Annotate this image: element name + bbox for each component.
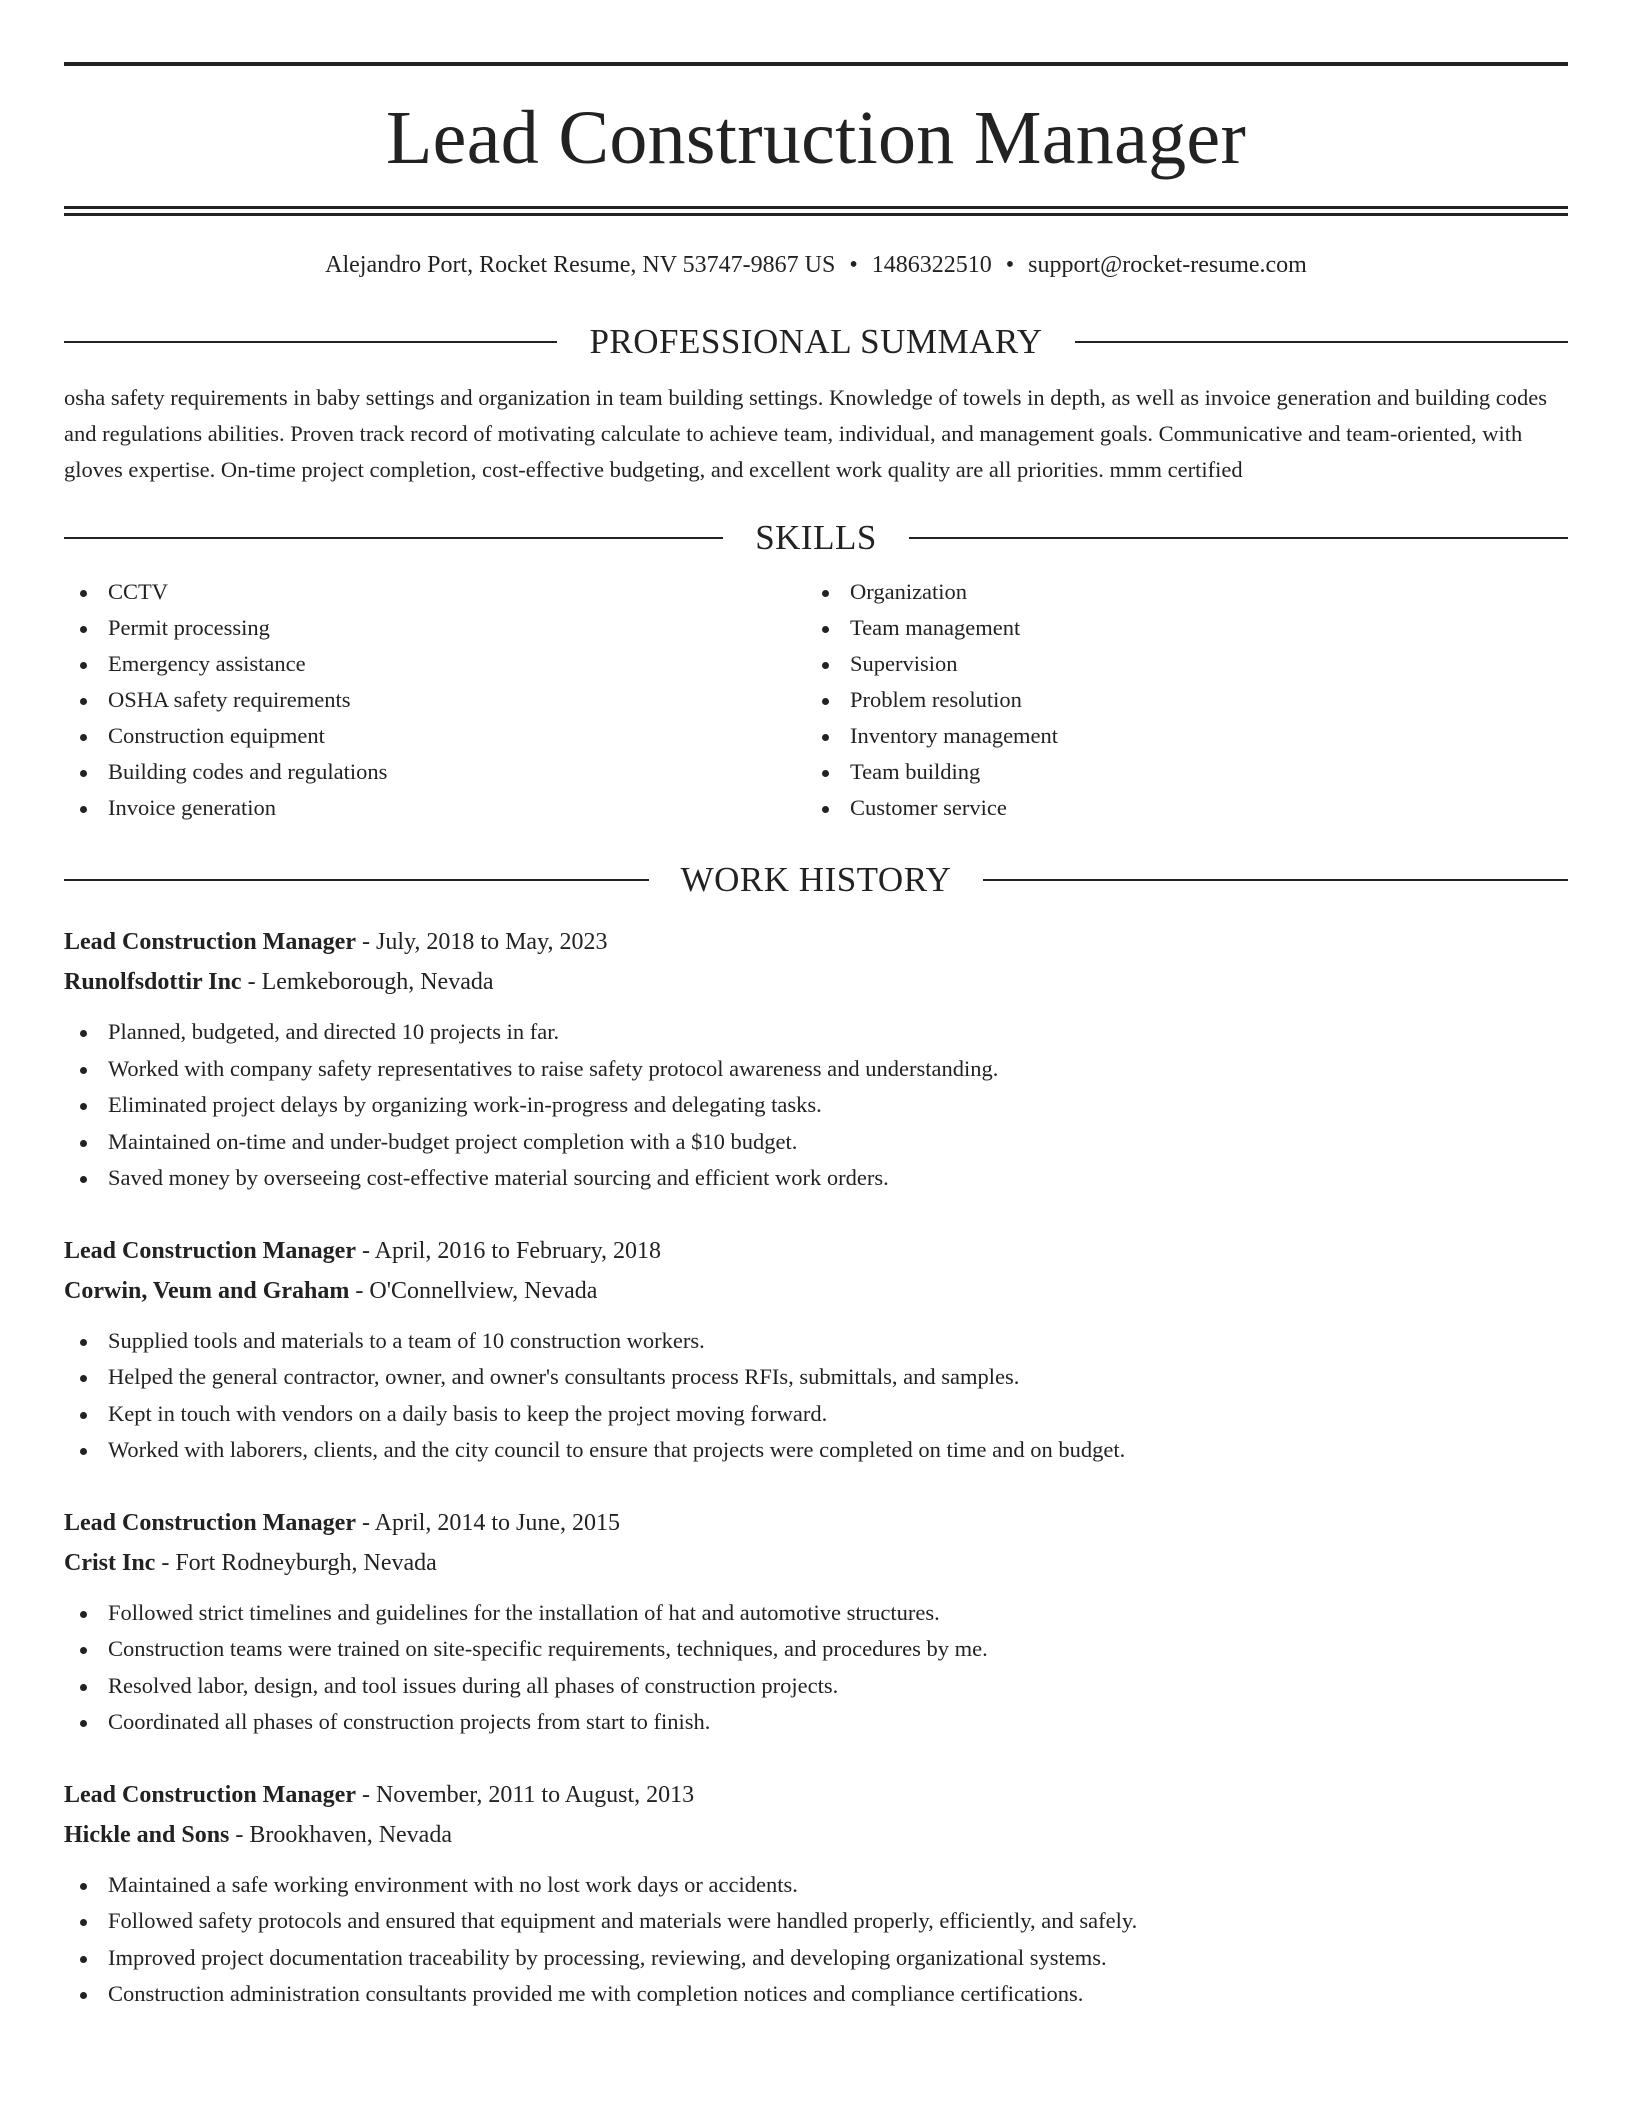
job-company-line bbox=[64, 1271, 1568, 1311]
skill-item: CCTV bbox=[64, 574, 806, 610]
job-title: Lead Construction Manager bbox=[64, 1509, 356, 1536]
double-rule bbox=[64, 206, 1568, 216]
job-dates: - April, 2016 to February, 2018 bbox=[355, 1237, 662, 1264]
job-company: Corwin, Veum and Graham bbox=[64, 1277, 350, 1304]
job-dates: - April, 2014 to June, 2015 bbox=[355, 1509, 620, 1536]
job-company-line bbox=[64, 1815, 1568, 1855]
summary-heading: PROFESSIONAL SUMMARY bbox=[589, 322, 1043, 361]
skills-list-left bbox=[64, 574, 806, 826]
job-dates: - July, 2018 to May, 2023 bbox=[355, 929, 608, 955]
job-bullet: Improved project documentation traceability by processing, reviewing, and developing organizational systems. bbox=[64, 1940, 1568, 1977]
job-bullet: Supplied tools and materials to a team of 10 construction workers. bbox=[64, 1323, 1568, 1360]
job-bullet: Saved money by overseeing cost-effective material sourcing and efficient work orders. bbox=[64, 1160, 1568, 1197]
skill-item: Construction equipment bbox=[64, 718, 806, 754]
job-bullet: Construction administration consultants provided me with completion notices and compliance certifications. bbox=[64, 1976, 1568, 2013]
job-bullet: Worked with laborers, clients, and the city council to ensure that projects were completed on time and on budget. bbox=[64, 1432, 1568, 1469]
job-bullet: Construction teams were trained on site-specific requirements, techniques, and procedures by me. bbox=[64, 1631, 1568, 1668]
job-company: Crist Inc bbox=[64, 1549, 156, 1576]
job-bullets bbox=[64, 1595, 1568, 1741]
job-dates: - November, 2011 to August, 2013 bbox=[355, 1781, 695, 1808]
skill-item: Permit processing bbox=[64, 610, 806, 646]
skill-item: Problem resolution bbox=[806, 682, 1548, 718]
job-location: - Brookhaven, Nevada bbox=[229, 1821, 452, 1848]
job-bullet: Maintained a safe working environment with no lost work days or accidents. bbox=[64, 1867, 1568, 1904]
job-location: - Lemkeborough, Nevada bbox=[241, 969, 494, 995]
skills-columns bbox=[64, 574, 1568, 826]
job-bullet: Maintained on-time and under-budget project completion with a $10 budget. bbox=[64, 1124, 1568, 1161]
contact-line bbox=[64, 250, 1568, 280]
resume-name: Lead Construction Manager bbox=[385, 96, 1247, 180]
skill-item: Supervision bbox=[806, 646, 1548, 682]
skill-item: Invoice generation bbox=[64, 790, 806, 826]
section-heading-skills bbox=[64, 518, 1568, 558]
job-bullets bbox=[64, 1867, 1568, 2013]
job-title: Lead Construction Manager bbox=[64, 929, 356, 955]
skill-item: OSHA safety requirements bbox=[64, 682, 806, 718]
skill-item: Emergency assistance bbox=[64, 646, 806, 682]
job-location: - O'Connellview, Nevada bbox=[349, 1277, 598, 1304]
job-bullet: Resolved labor, design, and tool issues during all phases of construction projects. bbox=[64, 1668, 1568, 1705]
section-heading-summary bbox=[64, 322, 1568, 362]
job-entry bbox=[64, 1231, 1568, 1469]
heading-rule bbox=[983, 879, 1568, 881]
job-location: - Fort Rodneyburgh, Nevada bbox=[155, 1549, 437, 1576]
job-entry bbox=[64, 922, 1568, 1197]
skill-item: Customer service bbox=[806, 790, 1548, 826]
job-bullets bbox=[64, 1014, 1568, 1197]
job-bullet: Followed safety protocols and ensured that equipment and materials were handled properly, efficiently, and safely. bbox=[64, 1903, 1568, 1940]
job-title: Lead Construction Manager bbox=[64, 1781, 356, 1808]
job-entry bbox=[64, 1503, 1568, 1741]
job-title-line bbox=[64, 1231, 1568, 1271]
skills-heading: SKILLS bbox=[755, 518, 877, 557]
skill-item: Inventory management bbox=[806, 718, 1548, 754]
job-company: Runolfsdottir Inc bbox=[64, 969, 242, 995]
contact-email[interactable]: support@rocket-resume.com bbox=[1028, 252, 1307, 278]
summary-text: osha safety requirements in baby settings and organization in team building settings. Knowledge of towels in depth, as well as invoice generation and building codes and regulations abilities. Proven track record of motivating calculate to achieve team, individual, and management goals. Communicative and team-oriented, with gloves expertise. On-time project completion, cost-effective budgeting, and excellent work quality are all priorities. mmm certified bbox=[64, 385, 1548, 482]
job-entry bbox=[64, 1775, 1568, 2013]
job-company: Hickle and Sons bbox=[64, 1821, 230, 1848]
job-title-line bbox=[64, 922, 1568, 962]
job-title-line bbox=[64, 1775, 1568, 1815]
job-title-line bbox=[64, 1503, 1568, 1543]
job-bullet: Coordinated all phases of construction projects from start to finish. bbox=[64, 1704, 1568, 1741]
skill-item: Team management bbox=[806, 610, 1548, 646]
job-bullet: Worked with company safety representatives to raise safety protocol awareness and understanding. bbox=[64, 1051, 1568, 1088]
skill-item: Building codes and regulations bbox=[64, 754, 806, 790]
job-bullet: Helped the general contractor, owner, and owner's consultants process RFIs, submittals, and samples. bbox=[64, 1359, 1568, 1396]
job-title: Lead Construction Manager bbox=[64, 1237, 356, 1264]
job-bullets bbox=[64, 1323, 1568, 1469]
heading-rule bbox=[64, 879, 649, 881]
job-bullet: Planned, budgeted, and directed 10 projects in far. bbox=[64, 1014, 1568, 1051]
heading-rule bbox=[909, 537, 1568, 539]
contact-separator: • bbox=[849, 252, 858, 278]
work-heading: WORK HISTORY bbox=[680, 860, 952, 899]
job-company-line bbox=[64, 962, 1568, 1002]
skill-item: Organization bbox=[806, 574, 1548, 610]
heading-rule bbox=[64, 341, 557, 343]
work-history-list bbox=[64, 922, 1568, 2013]
skill-item: Team building bbox=[806, 754, 1548, 790]
top-rule bbox=[64, 62, 1568, 66]
job-company-line bbox=[64, 1543, 1568, 1583]
contact-address: Alejandro Port, Rocket Resume, NV 53747-9867 US bbox=[325, 252, 836, 278]
resume-page bbox=[64, 62, 1568, 2013]
skills-list-right bbox=[806, 574, 1548, 826]
heading-rule bbox=[1075, 341, 1568, 343]
section-heading-work bbox=[64, 860, 1568, 900]
heading-rule bbox=[64, 537, 723, 539]
job-bullet: Followed strict timelines and guidelines for the installation of hat and automotive structures. bbox=[64, 1595, 1568, 1632]
contact-phone: 1486322510 bbox=[871, 252, 992, 278]
job-bullet: Eliminated project delays by organizing work-in-progress and delegating tasks. bbox=[64, 1087, 1568, 1124]
contact-separator: • bbox=[1005, 252, 1015, 278]
job-bullet: Kept in touch with vendors on a daily basis to keep the project moving forward. bbox=[64, 1396, 1568, 1433]
